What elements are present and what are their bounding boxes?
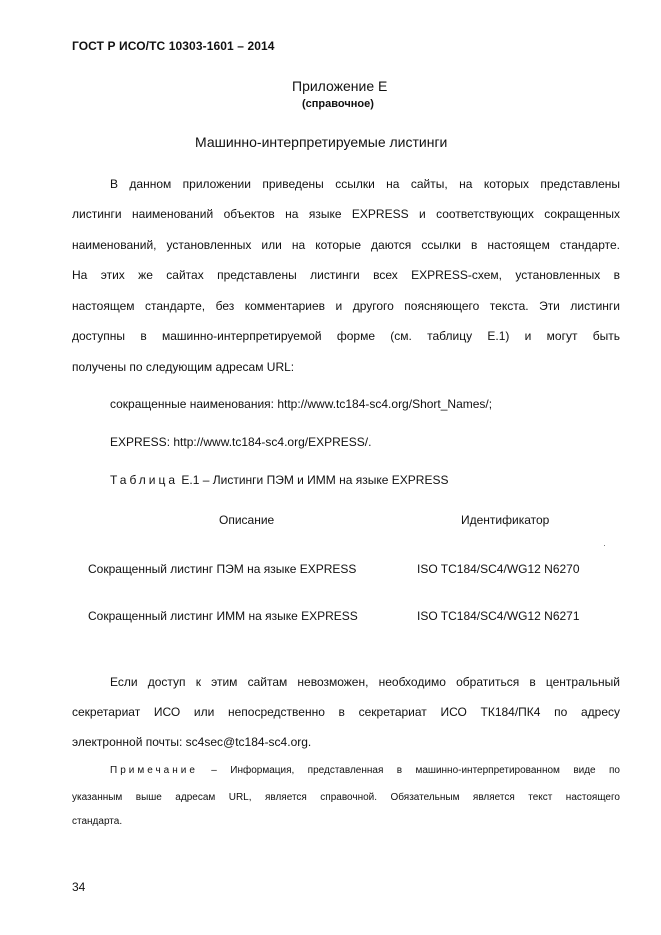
table-dot-mark <box>604 545 605 546</box>
note-line-rest: – Информация, представленная в машинно-интерпретированном виде по <box>197 765 620 776</box>
section-title: Машинно-интерпретируемые листинги <box>195 134 448 150</box>
note-label: Примечание <box>110 765 198 776</box>
table-cell-identifier: ISO TC184/SC4/WG12 N6271 <box>417 609 580 623</box>
paragraph-line: Если доступ к этим сайтам невозможен, необходимо обратиться в центральный <box>110 675 620 689</box>
table-cell-description: Сокращенный листинг ИММ на языке EXPRESS <box>88 609 358 623</box>
short-names-url-line: сокращенные наименования: http://www.tc184-sc4.org/Short_Names/; <box>110 397 493 411</box>
paragraph-line: настоящем стандарте, без комментариев и другого поясняющего текста. Эти листинги <box>72 299 620 313</box>
note-line <box>110 765 620 777</box>
page-number: 34 <box>72 880 86 894</box>
table-cell-description: Сокращенный листинг ПЭМ на языке EXPRESS <box>88 562 357 576</box>
table-header-description: Описание <box>219 513 275 527</box>
table-caption <box>110 473 448 487</box>
paragraph-line: секретариат ИСО или непосредственно в секретариат ИСО ТК184/ПК4 по адресу <box>72 705 620 719</box>
express-url-line: EXPRESS: http://www.tc184-sc4.org/EXPRESS/. <box>110 435 372 449</box>
note-line: указанным выше адресам URL, является справочной. Обязательным является текст настоящего <box>72 792 620 803</box>
table-cell-identifier: ISO TC184/SC4/WG12 N6270 <box>417 562 580 576</box>
table-caption-prefix: Таблица <box>110 473 179 487</box>
appendix-subtitle: (справочное) <box>302 98 374 110</box>
paragraph-line: наименований, установленных или на которые даются ссылки в настоящем стандарте. <box>72 238 620 252</box>
paragraph-line: получены по следующим адресам URL: <box>72 360 295 374</box>
paragraph-line: доступны в машинно-интерпретируемой форме (см. таблицу Е.1) и могут быть <box>72 329 620 343</box>
note-line: стандарта. <box>72 816 123 827</box>
table-header-identifier: Идентификатор <box>461 513 550 527</box>
paragraph-line: электронной почты: sc4sec@tc184-sc4.org. <box>72 735 312 749</box>
table-caption-rest: Е.1 – Листинги ПЭМ и ИММ на языке EXPRESS <box>178 473 449 487</box>
standard-code: ГОСТ Р ИСО/ТС 10303-1601 – 2014 <box>72 39 275 53</box>
appendix-title: Приложение Е <box>292 78 388 94</box>
paragraph-line: В данном приложении приведены ссылки на сайты, на которых представлены <box>110 177 620 191</box>
paragraph-line: На этих же сайтах представлены листинги всех EXPRESS-схем, установленных в <box>72 268 620 282</box>
paragraph-line: листинги наименований объектов на языке EXPRESS и соответствующих сокращенных <box>72 207 620 221</box>
